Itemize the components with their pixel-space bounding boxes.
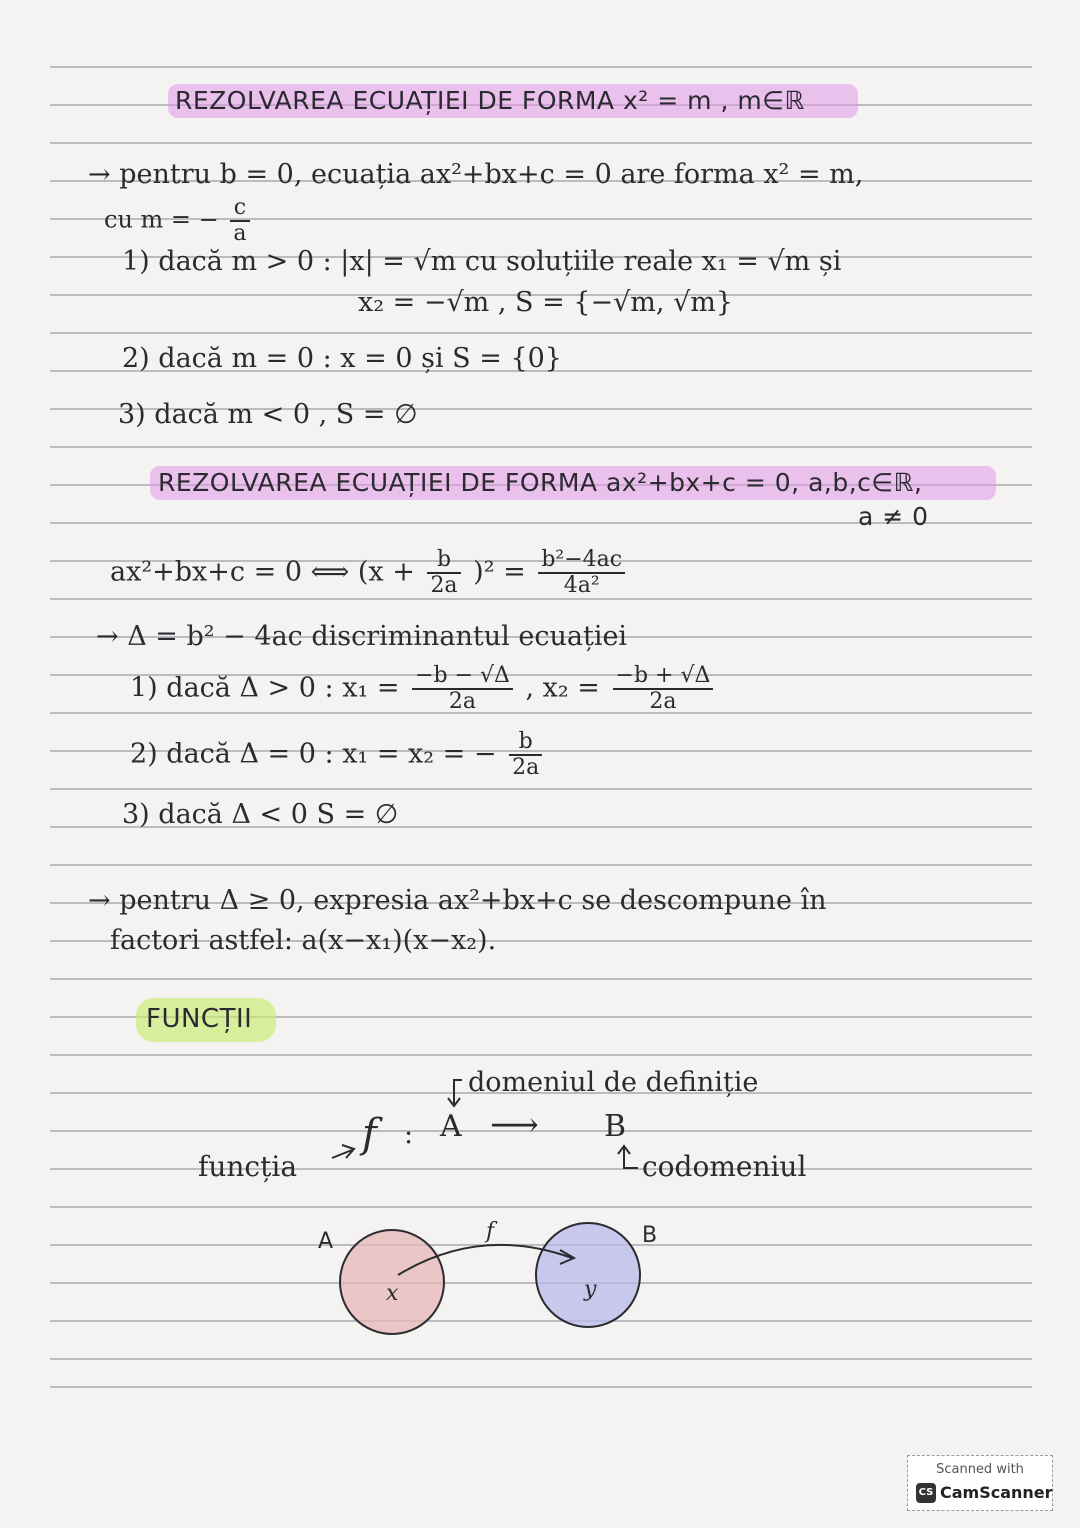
fraction-numerator: c (230, 196, 249, 222)
set-a-symbol: A (440, 1109, 462, 1144)
case-m-positive-line-1: 1) dacă m > 0 : |x| = √m cu soluțiile reale x₁ = √m și (122, 246, 842, 277)
camscanner-badge (907, 1455, 1053, 1511)
intro-line-1: → pentru b = 0, ecuația ax²+bx+c = 0 are forma x² = m, (88, 159, 864, 190)
fraction-denominator: 2a (649, 689, 677, 714)
circle-b-label: B (642, 1223, 658, 1248)
case-delta-negative: 3) dacă Δ < 0 S = ∅ (122, 799, 399, 830)
heading-quadratic-simple: REZOLVAREA ECUAȚIEI DE FORMA x² = m , m∈ℝ (175, 86, 805, 115)
mapping-arrow: ⟶ (490, 1105, 539, 1145)
circle-a-label: A (318, 1229, 334, 1254)
fraction-denominator: 2a (430, 573, 458, 598)
fraction-denominator: a (233, 221, 247, 246)
domain-label: domeniul de definiție (468, 1067, 759, 1098)
set-b-circle (536, 1223, 640, 1327)
fraction-numerator: −b + √Δ (613, 664, 714, 690)
fraction-denominator: 2a (448, 689, 477, 714)
codomain-label: codomeniul (642, 1150, 807, 1183)
mapping-f-label: f (486, 1219, 495, 1244)
case-delta-zero-prefix: 2) dacă Δ = 0 : x₁ = x₂ = − (130, 738, 497, 770)
heading-quadratic-general: REZOLVAREA ECUAȚIEI DE FORMA ax²+bx+c = 0, a,b,c∈ℝ, (158, 468, 923, 497)
fraction-numerator: b (509, 730, 542, 756)
point-y-label: y (584, 1277, 597, 1302)
fraction-numerator: b (427, 548, 460, 574)
function-symbol: f (362, 1111, 377, 1157)
identity-power: )² = (473, 556, 526, 588)
intro-line-2-prefix: cu m = − (104, 205, 219, 234)
factorization-line-2: factori astfel: a(x−x₁)(x−x₂). (110, 925, 497, 956)
function-label: funcția (198, 1150, 298, 1183)
badge-camscanner: CamScanner (940, 1483, 1053, 1502)
case-delta-positive-prefix: 1) dacă Δ > 0 : x₁ = (130, 672, 400, 704)
case-m-zero: 2) dacă m = 0 : x = 0 și S = {0} (122, 343, 562, 374)
heading-quadratic-general-condition: a ≠ 0 (858, 502, 929, 531)
identity-left: ax²+bx+c = 0 ⟺ (x + (110, 556, 415, 588)
function-colon: : (404, 1119, 414, 1150)
discriminant-definition: → Δ = b² − 4ac discriminantul ecuației (96, 621, 628, 652)
fraction-denominator: 2a (512, 755, 540, 780)
heading-functions: FUNCȚII (146, 1004, 253, 1034)
case-delta-positive-mid: , x₂ = (525, 672, 600, 704)
fraction-denominator: 4a² (563, 573, 600, 598)
fraction-numerator: −b − √Δ (412, 664, 513, 690)
case-m-negative: 3) dacă m < 0 , S = ∅ (118, 399, 418, 430)
fraction-numerator: b²−4ac (538, 548, 625, 574)
point-x-label: x (386, 1281, 399, 1306)
set-b-symbol: B (604, 1109, 627, 1144)
badge-scanned-with: Scanned with (936, 1462, 1024, 1477)
factorization-line-1: → pentru Δ ≥ 0, expresia ax²+bx+c se descompune în (88, 885, 827, 916)
case-m-positive-line-2: x₂ = −√m , S = {−√m, √m} (358, 287, 734, 318)
camscanner-logo-icon: CS (916, 1483, 936, 1503)
